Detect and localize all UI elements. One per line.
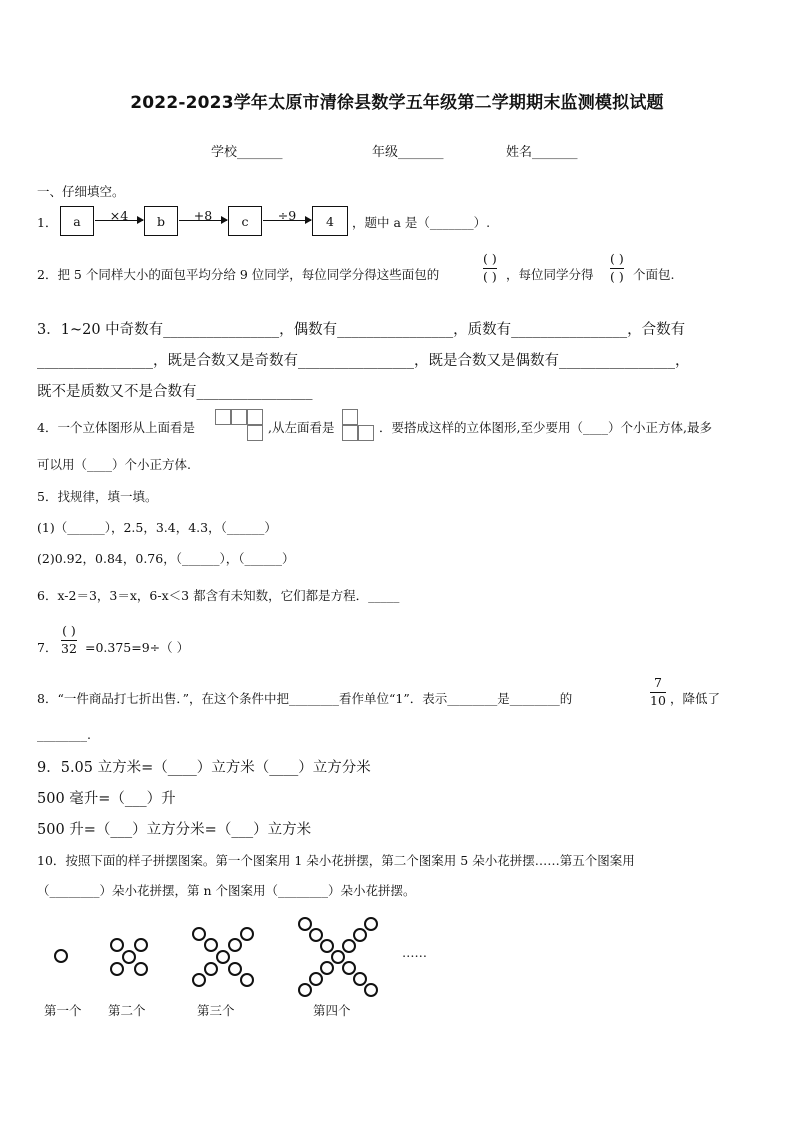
flower-circle [134, 962, 148, 976]
q2-frac2-denominator: ( ) [610, 268, 624, 284]
q5-sub-1: (1)（______），2.5，3.4，4.3，（______） [37, 520, 277, 535]
q2-fraction-1 [483, 253, 497, 283]
q4-left-view-figure [342, 409, 376, 441]
q2-frac1-numerator: ( ) [483, 251, 497, 266]
q5-sub-2: (2)0.92，0.84，0.76，（______），（______） [37, 551, 295, 566]
flower-circle [122, 950, 136, 964]
q8-text-b: ，降低了 [670, 691, 721, 706]
q8-text-a: 8．“一件商品打七折出售．”，在这个条件中把________看作单位“1”．表示________是________的 [37, 691, 573, 706]
flower-circle [353, 928, 367, 942]
q9-line-1: 9．5.05 立方米=（____）立方米（____）立方分米 [37, 760, 371, 776]
flower-circle [204, 962, 218, 976]
q2-fraction-2 [610, 253, 624, 283]
q9-line-2: 500 毫升=（___）升 [37, 791, 176, 807]
pattern-caption-3: 第三个 [197, 1003, 235, 1018]
flower-circle [228, 962, 242, 976]
section-heading: 一、仔细填空。 [37, 184, 125, 199]
q8-text-c: ________. [37, 727, 91, 742]
flower-circle [353, 972, 367, 986]
q7-number: 7． [37, 640, 58, 655]
flower-circle [320, 961, 334, 975]
q1-op-1: ×4 [109, 208, 129, 223]
pattern-caption-1: 第一个 [44, 1003, 82, 1018]
flower-circle [192, 973, 206, 987]
q4-text-a: 4．一个立体图形从上面看是 [37, 420, 195, 435]
flower-circle [240, 927, 254, 941]
q2-frac2-numerator: ( ) [610, 251, 624, 266]
q7-tail: =0.375=9÷（ ） [85, 640, 190, 655]
q1-box-b: b [144, 206, 178, 236]
q3-line-2: ________________，既是合数又是奇数有________________，既是合数又是偶数有________________， [37, 353, 690, 369]
name-field: 姓名_______ [506, 145, 578, 160]
q10-line-1: 10．按照下面的样子拼摆图案。第一个图案用 1 朵小花拼摆，第二个图案用 5 朵小花拼摆……第五个图案用 [37, 853, 635, 868]
flower-circle [110, 938, 124, 952]
q1-box-c: c [228, 206, 262, 236]
q4-top-view-figure [215, 409, 265, 441]
q4-text-c: ．要搭成这样的立体图形,至少要用（____）个小正方体,最多 [379, 420, 712, 435]
q2-text-c: 个面包. [633, 267, 675, 282]
q8-fraction [650, 677, 666, 707]
q7-denominator: 32 [61, 640, 77, 656]
pattern-caption-2: 第二个 [108, 1003, 146, 1018]
school-field: 学校_______ [211, 145, 283, 160]
q7-numerator: ( ) [62, 623, 76, 638]
flower-circle [240, 973, 254, 987]
q2-text-b: ，每位同学分得 [506, 267, 594, 282]
q1-number: 1． [37, 215, 58, 230]
flower-circle [134, 938, 148, 952]
page-title: 2022-2023学年太原市清徐县数学五年级第二学期期末监测模拟试题 [130, 93, 664, 113]
flower-circle [216, 950, 230, 964]
flower-circle [204, 938, 218, 952]
q4-text-d: 可以用（____）个小正方体. [37, 457, 191, 472]
flower-circle [331, 950, 345, 964]
flower-circle [309, 928, 323, 942]
flower-circle [364, 983, 378, 997]
flower-circle [192, 927, 206, 941]
q8-numerator: 7 [653, 675, 662, 690]
q7-fraction [61, 625, 77, 655]
q1-box-result: 4 [312, 206, 348, 236]
flower-circle [110, 962, 124, 976]
q2-frac1-denominator: ( ) [483, 268, 497, 284]
q3-line-3: 既不是质数又不是合数有________________ [37, 384, 313, 400]
q8-denominator: 10 [650, 692, 666, 708]
flower-circle [320, 939, 334, 953]
q1-box-a: a [60, 206, 94, 236]
q1-op-2: +8 [193, 208, 213, 223]
q1-op-3: ÷9 [277, 208, 297, 223]
flower-circle [342, 939, 356, 953]
q9-line-3: 500 升=（___）立方分米=（___）立方米 [37, 822, 312, 838]
pattern-ellipsis: …… [402, 945, 427, 960]
flower-circle [54, 949, 68, 963]
flower-circle [298, 917, 312, 931]
flower-circle [364, 917, 378, 931]
q1-tail: ，题中 a 是（_______）. [352, 215, 491, 230]
q10-line-2: （________）朵小花拼摆，第 n 个图案用（________）朵小花拼摆。 [37, 883, 416, 898]
pattern-caption-4: 第四个 [313, 1003, 351, 1018]
q5-stem: 5．找规律，填一填。 [37, 489, 158, 504]
flower-circle [309, 972, 323, 986]
q2-text-a: 2．把 5 个同样大小的面包平均分给 9 位同学，每位同学分得这些面包的 [37, 267, 440, 282]
flower-circle [228, 938, 242, 952]
q4-text-b: ,从左面看是 [268, 420, 335, 435]
flower-circle [298, 983, 312, 997]
q6-text: 6．x-2＝3，3＝x，6-x＜3 都含有未知数，它们都是方程．_____ [37, 588, 400, 603]
q3-line-1: 3．1~20 中奇数有________________，偶数有________________，质数有________________，合数有 [37, 322, 686, 338]
flower-circle [342, 961, 356, 975]
grade-field: 年级_______ [372, 145, 444, 160]
